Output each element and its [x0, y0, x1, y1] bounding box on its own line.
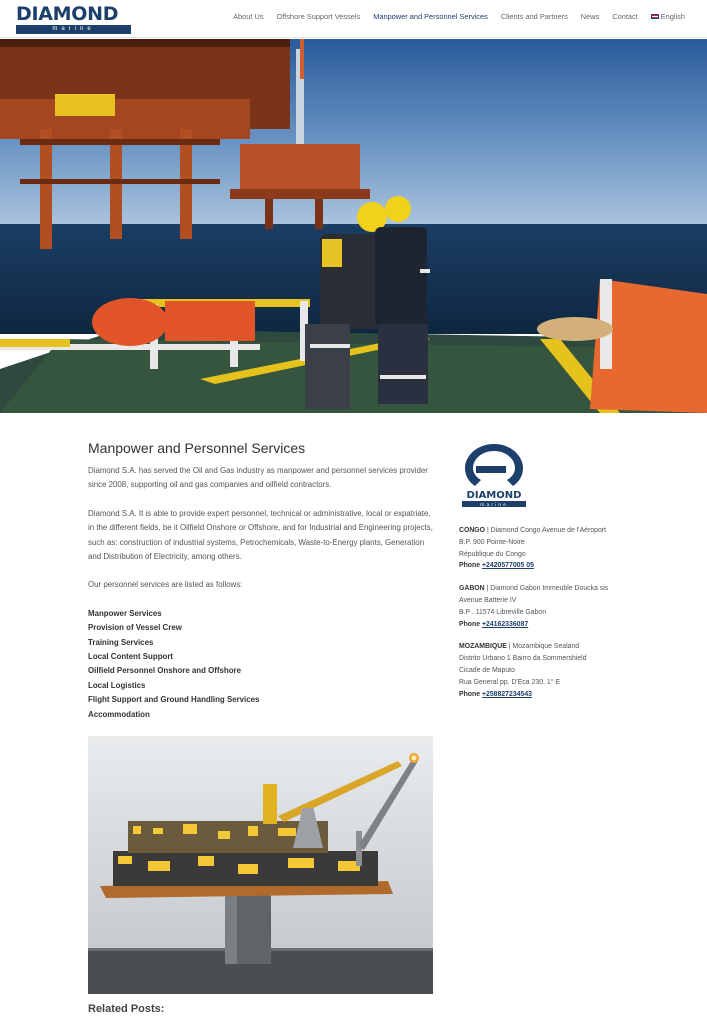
- language-switcher[interactable]: [651, 12, 685, 21]
- address-line: B.P. 900 Pointe-Noire: [459, 538, 525, 546]
- phone-label: Phone: [459, 690, 482, 698]
- nav-contact[interactable]: Contact: [612, 12, 638, 21]
- address-line: Distrito Urbano 1 Bairro da Sommershield: [459, 655, 587, 663]
- phone-link-gabon[interactable]: +24162336087: [481, 620, 529, 628]
- phone-link-congo[interactable]: +2420577005 05: [481, 562, 534, 570]
- services-list: [88, 607, 433, 722]
- emblem-wordmark: DIAMOND: [466, 490, 522, 501]
- address-line: | Mozambique Sealand: [506, 643, 580, 651]
- main-content: [88, 440, 433, 722]
- nav-offshore-support-vessels[interactable]: Offshore Support Vessels: [276, 12, 361, 21]
- nav-about-us[interactable]: About Us: [233, 12, 264, 21]
- service-item: Local Content Support: [88, 652, 174, 662]
- country-name: MOZAMBIQUE: [459, 643, 507, 651]
- main-navigation: [220, 12, 685, 21]
- services-intro: Our personnel services are listed as follows:: [88, 580, 243, 590]
- related-posts-heading: Related Posts:: [88, 1003, 165, 1015]
- capabilities-paragraph: Diamond S.A. It is able to provide expert personnel, technical or administrative, local or expatriate, in the different fields, be it Oilfield Onshore or Offshore, and for Industrial and Engineering projects, such as: construction of industrial systems, Petrochemicals, Waste-to-Energy plants, Generation and Distribution of Electricity, among others.: [88, 508, 433, 562]
- service-item: Provision of Vessel Crew: [88, 623, 182, 633]
- service-item: Accommodation: [88, 709, 150, 719]
- service-item: Training Services: [88, 637, 154, 647]
- address-line: | Diamond Congo Avenue de l'Aéroport: [485, 527, 607, 534]
- office-mozambique: [459, 641, 629, 700]
- hero-image-offshore-deck: [0, 39, 707, 413]
- offshore-platform-image: [88, 736, 433, 994]
- hero-illustration: [0, 39, 707, 413]
- site-header: [0, 0, 707, 38]
- phone-label: Phone: [459, 562, 482, 570]
- nav-manpower-personnel-services[interactable]: Manpower and Personnel Services: [373, 12, 488, 21]
- service-item: Oilfield Personnel Onshore and Offshore: [88, 666, 242, 676]
- country-name: GABON: [459, 585, 485, 593]
- address-line: Rua General pp. D'Eca 230, 1° E: [459, 678, 560, 686]
- contact-sidebar: [459, 440, 629, 700]
- logo-wordmark: DIAMOND: [16, 3, 119, 25]
- phone-link-mozambique[interactable]: +258827234543: [481, 690, 532, 698]
- service-item: Local Logistics: [88, 680, 146, 690]
- office-gabon: [459, 583, 629, 630]
- office-congo: [459, 525, 629, 572]
- phone-label: Phone: [459, 620, 482, 628]
- nav-news[interactable]: News: [580, 12, 600, 21]
- service-item: Manpower Services: [88, 608, 162, 618]
- page-title: Manpower and Personnel Services: [88, 440, 306, 456]
- emblem-tagline: marine: [480, 503, 508, 508]
- service-item: Flight Support and Ground Handling Services: [88, 695, 260, 705]
- logo-tagline: marine: [52, 26, 95, 32]
- language-label: English: [660, 12, 685, 21]
- nav-clients-partners[interactable]: Clients and Partners: [500, 12, 568, 21]
- address-line: Avenue Batterie IV: [459, 596, 517, 604]
- intro-paragraph: Diamond S.A. has served the Oil and Gas industry as manpower and personnel services provider since 2008, supporting oil and gas companies and oilfield contractors.: [88, 466, 428, 490]
- address-line: Cicade de Maputo: [459, 666, 515, 674]
- address-line: B.P . 11574 Libreville Gabon: [459, 608, 547, 616]
- country-name: CONGO: [459, 527, 486, 534]
- uk-flag-icon: [651, 14, 659, 19]
- platform-illustration: [88, 736, 433, 994]
- diamond-marine-logo[interactable]: [16, 4, 131, 34]
- address-line: République du Congo: [459, 550, 526, 558]
- diamond-marine-emblem: [459, 440, 529, 510]
- address-line: | Diamond Gabon Immeuble Doucka sis: [484, 585, 609, 593]
